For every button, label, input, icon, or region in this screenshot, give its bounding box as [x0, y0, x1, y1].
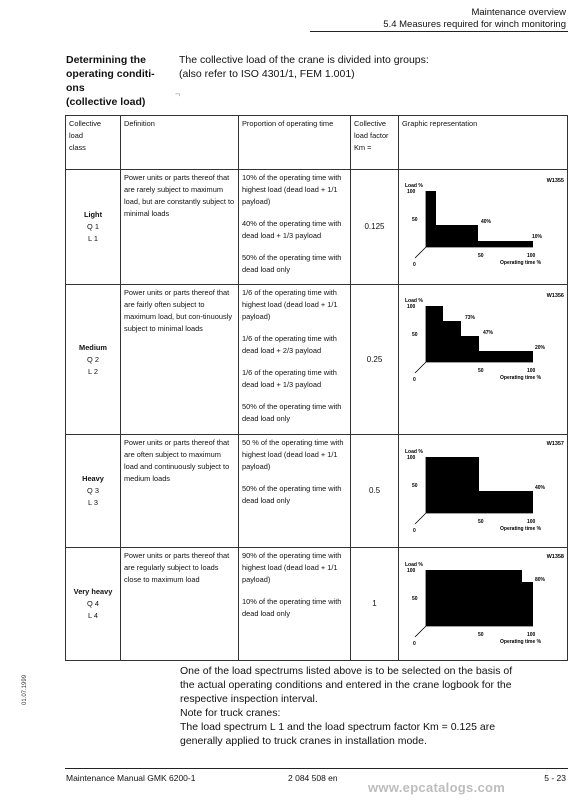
class-cell: Medium Q 2 L 2 [66, 285, 121, 435]
table-row [66, 548, 568, 661]
y-tick-50: 50 [412, 217, 418, 223]
col-header-definition: Definition [121, 116, 239, 170]
x-tick-50: 50 [478, 368, 484, 374]
step-label: 10% [532, 234, 543, 240]
graphic-cell [399, 285, 568, 435]
step-label: 73% [465, 315, 476, 321]
factor-cell: 1 [351, 548, 399, 661]
proportion-cell: 10% of the operating time with highest load (dead load + 1/1 payload) 40% of the operating time with dead load + 1/3 payload 50% of the operating time with dead load only [239, 170, 351, 285]
class-cell: Light Q 1 L 1 [66, 170, 121, 285]
selection-note: One of the load spectrums listed above is to be selected on the basis of the actual operating conditions and entered in the crane logbook for the respective inspection interval. Note for truck cranes: The load spectrum L 1 and the load spectrum factor Km = 0.125 are generally applied to truck cranes in installation mode. [180, 665, 513, 747]
footer-manual-title: Maintenance Manual GMK 6200-1 [66, 773, 196, 783]
y-tick-50: 50 [412, 483, 418, 489]
x-tick-50: 50 [478, 519, 484, 525]
factor-cell: 0.25 [351, 285, 399, 435]
factor-cell: 0.5 [351, 435, 399, 548]
col-header-class: Collective load class [66, 116, 121, 170]
table-header-row [66, 116, 568, 170]
step-label: 20% [535, 345, 546, 351]
class-cell: Very heavy Q 4 L 4 [66, 548, 121, 661]
table-row [66, 285, 568, 435]
y-tick-100: 100 [407, 304, 416, 310]
x-axis-label: Operating time % [500, 260, 542, 266]
step-label: 40% [535, 485, 546, 491]
graphic-cell [399, 435, 568, 548]
table-row [66, 170, 568, 285]
definition-cell: Power units or parts thereof that are rarely subject to maximum load, but are constantly subject to minimal loads [121, 170, 239, 285]
x-tick-100: 100 [527, 368, 536, 374]
figure-code: W1355 [546, 178, 564, 184]
y-axis-label: Load % [405, 298, 423, 304]
load-spectrum-area [426, 191, 533, 247]
depth-axis [415, 247, 426, 258]
y-tick-50: 50 [412, 332, 418, 338]
col-header-graphic: Graphic representation [399, 116, 568, 170]
definition-cell: Power units or parts thereof that are fairly often subject to maximum load, but con-tinuously subject to minimal loads [121, 285, 239, 435]
x-tick-0: 0 [413, 641, 416, 647]
table-row [66, 435, 568, 548]
factor-cell: 0.125 [351, 170, 399, 285]
x-axis-label: Operating time % [500, 639, 542, 645]
class-cell: Heavy Q 3 L 3 [66, 435, 121, 548]
col-header-proportion: Proportion of operating time [239, 116, 351, 170]
load-spectrum-area [426, 570, 533, 626]
watermark: www.epcatalogs.com [368, 780, 506, 795]
graphic-cell [399, 170, 568, 285]
figure-code: W1357 [546, 441, 564, 447]
proportion-cell: 50 % of the operating time with highest load (dead load + 1/1 payload) 50% of the operating time with dead load only [239, 435, 351, 548]
col-header-factor: Collective load factor Km = [351, 116, 399, 170]
x-tick-100: 100 [527, 632, 536, 638]
intro-text: The collective load of the crane is divided into groups: (also refer to ISO 4301/1, FEM 1.001) [179, 54, 429, 80]
header-line-1: Maintenance overview [471, 7, 566, 18]
load-spectrum-chart [399, 285, 567, 397]
y-tick-100: 100 [407, 189, 416, 195]
y-axis-label: Load % [405, 562, 423, 568]
depth-axis [415, 513, 426, 524]
y-axis-label: Load % [405, 183, 423, 189]
depth-axis [415, 626, 426, 637]
y-tick-100: 100 [407, 568, 416, 574]
load-spectrum-chart [399, 548, 567, 656]
y-tick-100: 100 [407, 455, 416, 461]
revision-date: 01.07.1999 [22, 674, 28, 705]
x-tick-50: 50 [478, 632, 484, 638]
step-label: 40% [481, 219, 492, 225]
header-rule [310, 31, 568, 32]
section-title: Determining the operating conditi- ons (collective load) [66, 54, 155, 108]
x-axis-label: Operating time % [500, 526, 542, 532]
x-tick-0: 0 [413, 377, 416, 383]
load-spectrum-chart [399, 435, 567, 543]
x-tick-0: 0 [413, 528, 416, 534]
x-tick-100: 100 [527, 519, 536, 525]
depth-axis [415, 362, 426, 373]
load-spectrum-area [426, 306, 533, 362]
x-axis-label: Operating time % [500, 375, 542, 381]
x-tick-100: 100 [527, 253, 536, 259]
definition-cell: Power units or parts thereof that are regularly subject to loads close to maximum load [121, 548, 239, 661]
definition-cell: Power units or parts thereof that are often subject to maximum load and continuously subject to medium loads [121, 435, 239, 548]
figure-code: W1358 [546, 554, 564, 560]
proportion-cell: 1/6 of the operating time with highest load (dead load + 1/1 payload) 1/6 of the operating time with dead load + 2/3 payload 1/6 of the operating time with dead load + 1/3 payload 50% of the operating time with dead load only [239, 285, 351, 435]
proportion-cell: 90% of the operating time with highest load (dead load + 1/1 payload) 10% of the operating time with dead load only [239, 548, 351, 661]
footer-document-number: 2 084 508 en [288, 773, 338, 783]
y-axis-label: Load % [405, 449, 423, 455]
header-line-2: 5.4 Measures required for winch monitoring [383, 19, 566, 30]
graphic-cell [399, 548, 568, 661]
footer-rule [65, 768, 568, 769]
step-label: 80% [535, 577, 546, 583]
page-header [383, 7, 566, 31]
margin-mark: ¬ [175, 89, 181, 99]
x-tick-50: 50 [478, 253, 484, 259]
x-tick-0: 0 [413, 262, 416, 268]
figure-code: W1356 [546, 293, 564, 299]
load-spectrum-chart [399, 170, 567, 282]
step-label: 47% [483, 330, 494, 336]
load-spectrum-area [426, 457, 533, 513]
y-tick-50: 50 [412, 596, 418, 602]
collective-load-table [65, 115, 568, 661]
footer-page-number: 5 - 23 [544, 773, 566, 783]
